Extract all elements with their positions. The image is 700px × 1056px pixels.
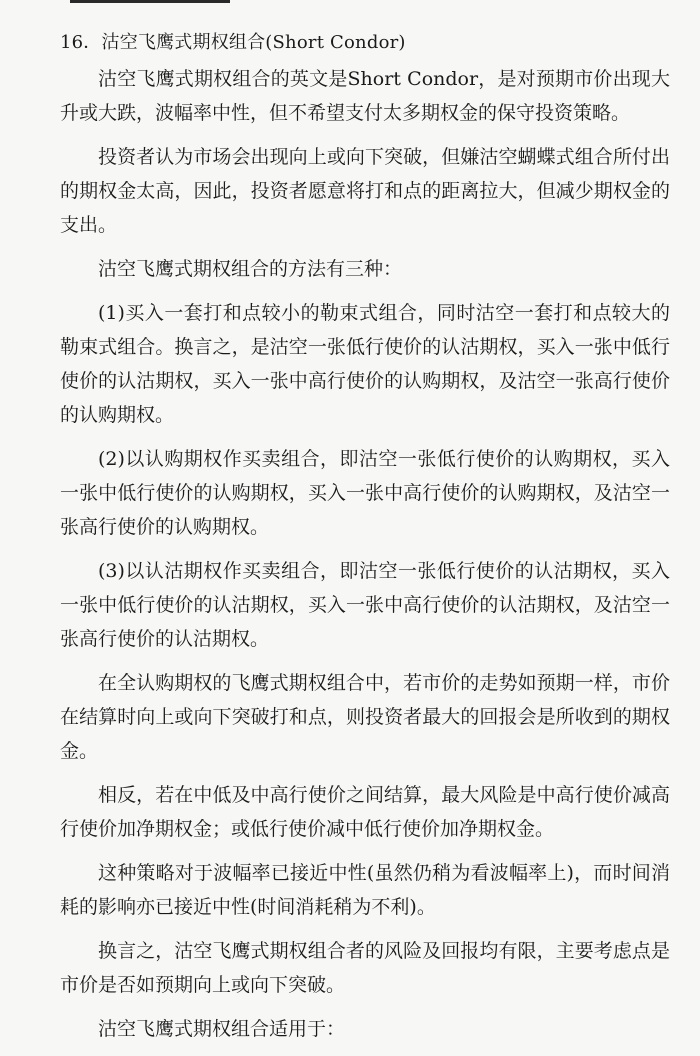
paragraph-summary: 换言之，沽空飞鹰式期权组合者的风险及回报均有限，主要考虑点是市价是否如预期向上或向下突破。 (60, 940, 670, 996)
section-heading: 16．沽空飞鹰式期权组合(Short Condor) (60, 32, 406, 53)
paragraph-methods-intro: 沽空飞鹰式期权组合的方法有三种： (98, 258, 403, 280)
top-rule (70, 0, 230, 3)
paragraph-max-risk: 相反，若在中低及中高行使价之间结算，最大风险是中高行使价减高行使价加净期权金；或低行使价减中低行使价加净期权金。 (60, 784, 670, 840)
paragraph-investor-view: 投资者认为市场会出现向上或向下突破，但嫌沽空蝴蝶式组合所付出的期权金太高，因此，投资者愿意将打和点的距离拉大，但减少期权金的支出。 (60, 146, 670, 236)
document-page (60, 32, 670, 1056)
paragraph-method-2: (2)以认购期权作买卖组合，即沽空一张低行使价的认购期权，买入一张中低行使价的认购期权，买入一张中高行使价的认购期权，及沽空一张高行使价的认购期权。 (60, 448, 670, 538)
paragraph-method-1: (1)买入一套打和点较小的勒束式组合，同时沽空一套打和点较大的勒束式组合。换言之，是沽空一张低行使价的认沽期权，买入一张中低行使价的认沽期权，买入一张中高行使价的认购期权，及沽空一张高行使价的认购期权。 (60, 302, 670, 426)
paragraph-applicable: 沽空飞鹰式期权组合适用于： (98, 1018, 346, 1040)
paragraph-method-3: (3)以认沽期权作买卖组合，即沽空一张低行使价的认沽期权，买入一张中低行使价的认沽期权，买入一张中高行使价的认沽期权，及沽空一张高行使价的认沽期权。 (60, 560, 670, 650)
paragraph-max-return: 在全认购期权的飞鹰式期权组合中，若市价的走势如预期一样，市价在结算时向上或向下突破打和点，则投资者最大的回报会是所收到的期权金。 (60, 672, 670, 762)
paragraph-intro: 沽空飞鹰式期权组合的英文是Short Condor，是对预期市价出现大升或大跌，波幅率中性，但不希望支付太多期权金的保守投资策略。 (60, 68, 670, 124)
paragraph-volatility: 这种策略对于波幅率已接近中性(虽然仍稍为看波幅率上)，而时间消耗的影响亦已接近中性(时间消耗稍为不利)。 (60, 862, 670, 918)
